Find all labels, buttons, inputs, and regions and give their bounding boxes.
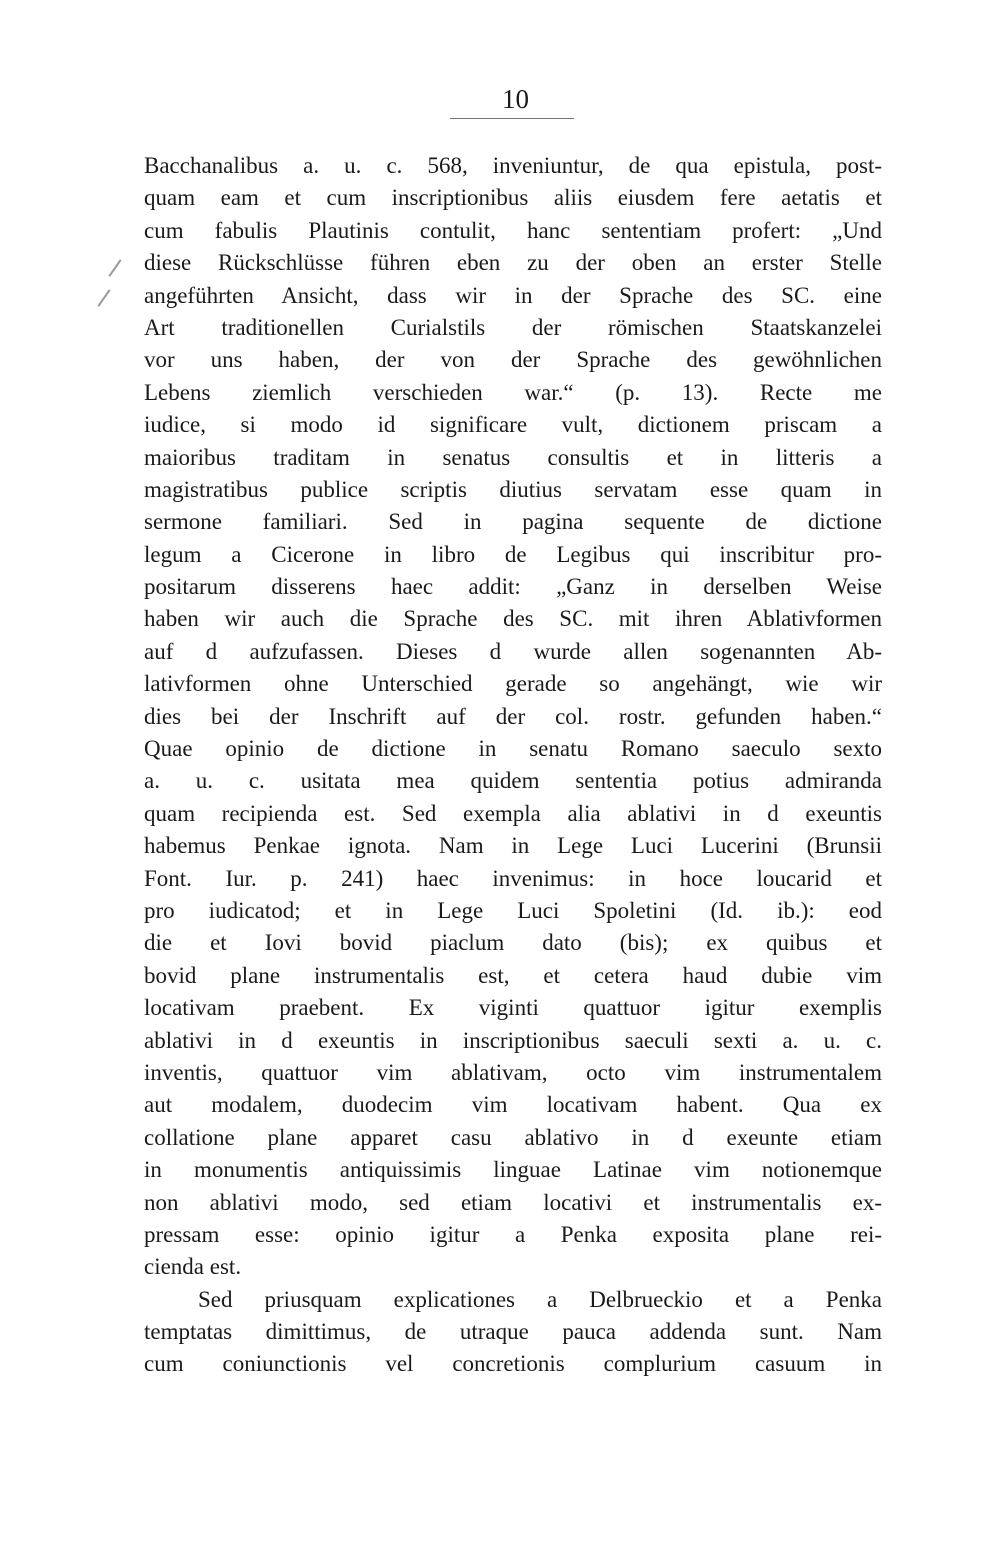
text-line: Art traditionellen Curialstils der römischen Staatskanzelei: [144, 314, 882, 340]
text-line: ablativi in d exeuntis in inscriptionibus saeculi sexti a. u. c.: [144, 1027, 882, 1053]
text-line: auf d aufzufassen. Dieses d wurde allen sogenannten Ab-: [144, 638, 882, 664]
text-line: cum coniunctionis vel concretionis complurium casuum in: [144, 1351, 882, 1377]
text-line: non ablativi modo, sed etiam locativi et instrumentalis ex-: [144, 1189, 882, 1215]
text-line: haben wir auch die Sprache des SC. mit ihren Ablativformen: [144, 606, 882, 632]
body-text: [144, 150, 882, 1381]
text-line: a. u. c. usitata mea quidem sententia potius admiranda: [144, 768, 882, 794]
text-line: locativam praebent. Ex viginti quattuor igitur exemplis: [144, 995, 882, 1021]
text-line: habemus Penkae ignota. Nam in Lege Luci Lucerini (Brunsii: [144, 833, 882, 859]
margin-mark: [97, 289, 110, 307]
text-line: quam eam et cum inscriptionibus aliis eiusdem fere aetatis et: [144, 185, 882, 211]
text-line: dies bei der Inschrift auf der col. rostr. gefunden haben.“: [144, 703, 882, 729]
text-line: magistratibus publice scriptis diutius servatam esse quam in: [144, 476, 882, 502]
text-line: Lebens ziemlich verschieden war.“ (p. 13). Recte me: [144, 379, 882, 405]
text-line: positarum disserens haec addit: „Ganz in derselben Weise: [144, 574, 882, 600]
paragraph-1: [144, 150, 882, 1284]
text-line: in monumentis antiquissimis linguae Latinae vim notionemque: [144, 1157, 882, 1183]
header-rule: [450, 118, 574, 119]
text-line: Quae opinio de dictione in senatu Romano saeculo sexto: [144, 736, 882, 762]
text-line: pressam esse: opinio igitur a Penka exposita plane rei-: [144, 1221, 882, 1247]
text-line: Font. Iur. p. 241) haec invenimus: in hoce loucarid et: [144, 865, 882, 891]
text-line: legum a Cicerone in libro de Legibus qui inscribitur pro-: [144, 541, 882, 567]
paragraph-2: [144, 1284, 882, 1381]
text-line: Bacchanalibus a. u. c. 568, inveniuntur, de qua epistula, post-: [144, 153, 882, 178]
text-line: iudice, si modo id significare vult, dictionem priscam a: [144, 412, 882, 438]
text-line: lativformen ohne Unterschied gerade so angehängt, wie wir: [144, 671, 882, 697]
text-line: die et Iovi bovid piaclum dato (bis); ex quibus et: [144, 930, 882, 956]
text-line: collatione plane apparet casu ablativo in d exeunte etiam: [144, 1124, 882, 1150]
text-line: cienda est.: [144, 1254, 242, 1280]
text-line: angeführten Ansicht, dass wir in der Sprache des SC. eine: [144, 282, 882, 308]
text-line: temptatas dimittimus, de utraque pauca addenda sunt. Nam: [144, 1319, 882, 1345]
text-line: quam recipienda est. Sed exempla alia ablativi in d exeuntis: [144, 800, 882, 826]
text-line: diese Rückschlüsse führen eben zu der oben an erster Stelle: [144, 250, 882, 276]
text-line: pro iudicatod; et in Lege Luci Spoletini (Id. ib.): eod: [144, 897, 882, 923]
page-number: 10: [502, 84, 529, 114]
text-line: Sed priusquam explicationes a Delbrueckio et a Penka: [198, 1286, 882, 1312]
text-line: maioribus traditam in senatus consultis et in litteris a: [144, 444, 882, 470]
text-line: aut modalem, duodecim vim locativam habent. Qua ex: [144, 1092, 882, 1118]
text-line: bovid plane instrumentalis est, et cetera haud dubie vim: [144, 962, 882, 988]
page-header: [450, 84, 580, 124]
text-line: sermone familiari. Sed in pagina sequente de dictione: [144, 509, 882, 535]
text-line: vor uns haben, der von der Sprache des gewöhnlichen: [144, 347, 882, 373]
margin-mark: [108, 259, 121, 277]
text-line: cum fabulis Plautinis contulit, hanc sententiam profert: „Und: [144, 217, 882, 243]
text-line: inventis, quattuor vim ablativam, octo vim instrumentalem: [144, 1059, 882, 1085]
